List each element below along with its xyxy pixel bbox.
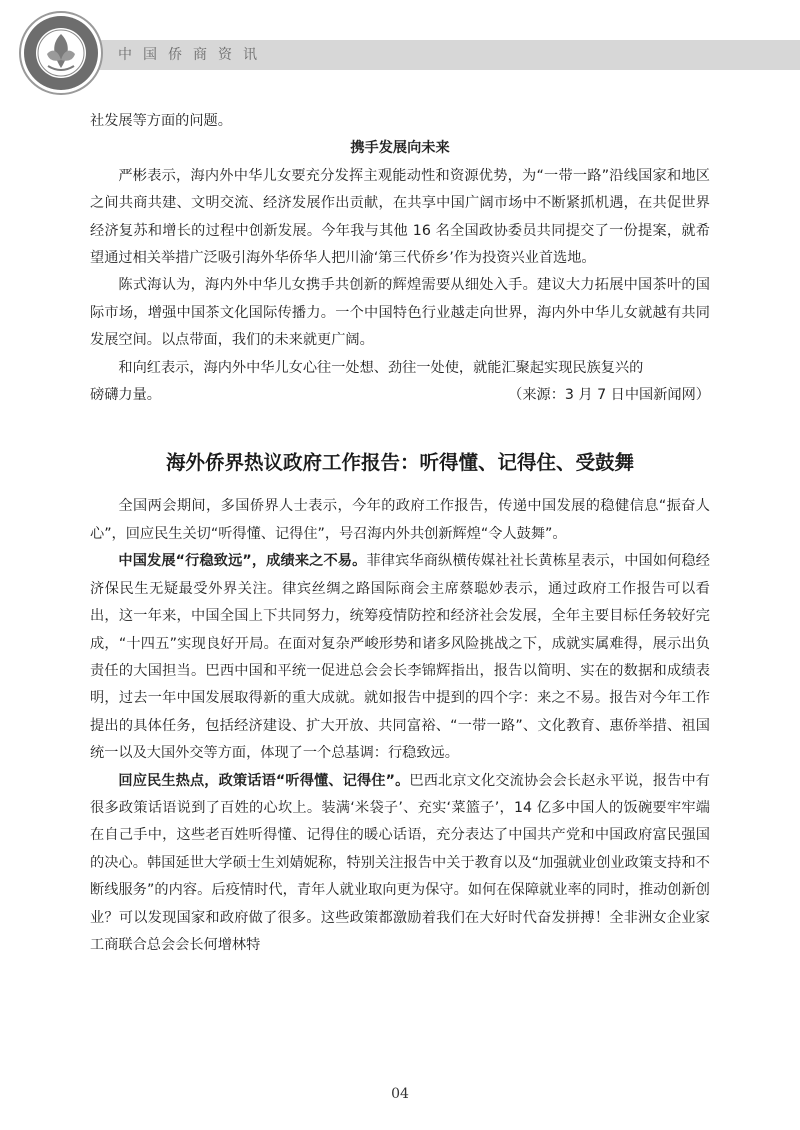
paragraph-body: 巴西北京文化交流协会会长赵永平说，报告中有很多政策话语说到了百姓的心坎上。装满‘米袋子’、充实‘菜篮子’，14 亿多中国人的饭碗要牢牢端在自己手中，这些老百姓听得懂、记得住的暖心话语，充分表达了中国共产党和中国政府富民强国的决心。韩国延世大学硕士生刘婧妮称，特别关注报告中关于教育以及“加强就业创业政策支持和不断线服务”的内容。后疫情时代，青年人就业取向更为保守。如何在保障就业率的同时，推动创新创业？可以发现国家和政府做了很多。这些政策都激励着我们在大好时代奋发拼搏！全非洲女企业家工商联合总会会长何增林特	[90, 772, 710, 953]
article-title: 海外侨界热议政府工作报告：听得懂、记得住、受鼓舞	[165, 451, 634, 475]
intro-paragraph: 全国两会期间，多国侨界人士表示，今年的政府工作报告，传递中国发展的稳健信息“振奋人心”，回应民生关切“听得懂、记得住”，号召海内外共创新辉煌“令人鼓舞”。	[90, 498, 710, 542]
logo-icon	[18, 10, 104, 96]
header-title: 中国侨商资讯	[118, 47, 268, 63]
source-row	[90, 382, 710, 409]
paragraph-lead: 回应民生热点，政策话语“听得懂、记得住”。	[118, 772, 410, 789]
continuation-paragraph: 社发展等方面的问题。	[90, 113, 232, 129]
paragraph-chen-shihai: 陈式海认为，海内外中华儿女携手共创新的辉煌需要从细处入手。建议大力拓展中国茶叶的国际市场，增强中国茶文化国际传播力。一个中国特色行业越走向世界，海内外中华儿女就越有共同发展空间。以点带面，我们的未来就更广阔。	[90, 277, 710, 349]
paragraph-yan-bin: 严彬表示，海内外中华儿女要充分发挥主观能动性和资源优势，为“一带一路”沿线国家和地区之间共商共建、文明交流、经济发展作出贡献，在共享中国广阔市场中不断紧抓机遇，在共促世界经济复苏和增长的过程中创新发展。今年我与其他 16 名全国政协委员共同提交了一份提案，就希望通过相关举措广泛吸引海外华侨华人把川渝‘第三代侨乡’作为投资兴业首选地。	[90, 167, 710, 267]
paragraph-body: 菲律宾华商纵横传媒社社长黄栋星表示，中国如何稳经济保民生无疑最受外界关注。律宾丝绸之路国际商会主席蔡聪妙表示，通过政府工作报告可以看出，这一年来，中国全国上下共同努力，统筹疫情防控和经济社会发展，全年主要目标任务较好完成，“十四五”实现良好开局。在面对复杂严峻形势和诸多风险挑战之下，成就实属难得，展示出负责任的大国担当。巴西中国和平统一促进总会会长李锦辉指出，报告以简明、实在的数据和成绩表明，过去一年中国发展取得新的重大成就。就如报告中提到的四个字：来之不易。报告对今年工作提出的具体任务，包括经济建设、扩大开放、共同富裕、“一带一路”、文化教育、惠侨举措、祖国统一以及大国外交等方面，体现了一个总基调：行稳致远。	[90, 553, 710, 762]
page-content	[90, 108, 710, 959]
paragraph-he-xianghong: 和向红表示，海内外中华儿女心往一处想、劲往一处使，就能汇聚起实现民族复兴的	[118, 359, 644, 376]
paragraph-lead: 中国发展“行稳致远”，成绩来之不易。	[118, 553, 367, 570]
paragraph-development	[90, 548, 710, 767]
section-subheading: 携手发展向未来	[350, 140, 450, 157]
closing-line: 磅礴力量。	[90, 387, 161, 404]
source-credit: （来源：3 月 7 日中国新闻网）	[508, 387, 710, 404]
page-number: 04	[391, 1086, 409, 1102]
paragraph-livelihood	[90, 768, 710, 960]
